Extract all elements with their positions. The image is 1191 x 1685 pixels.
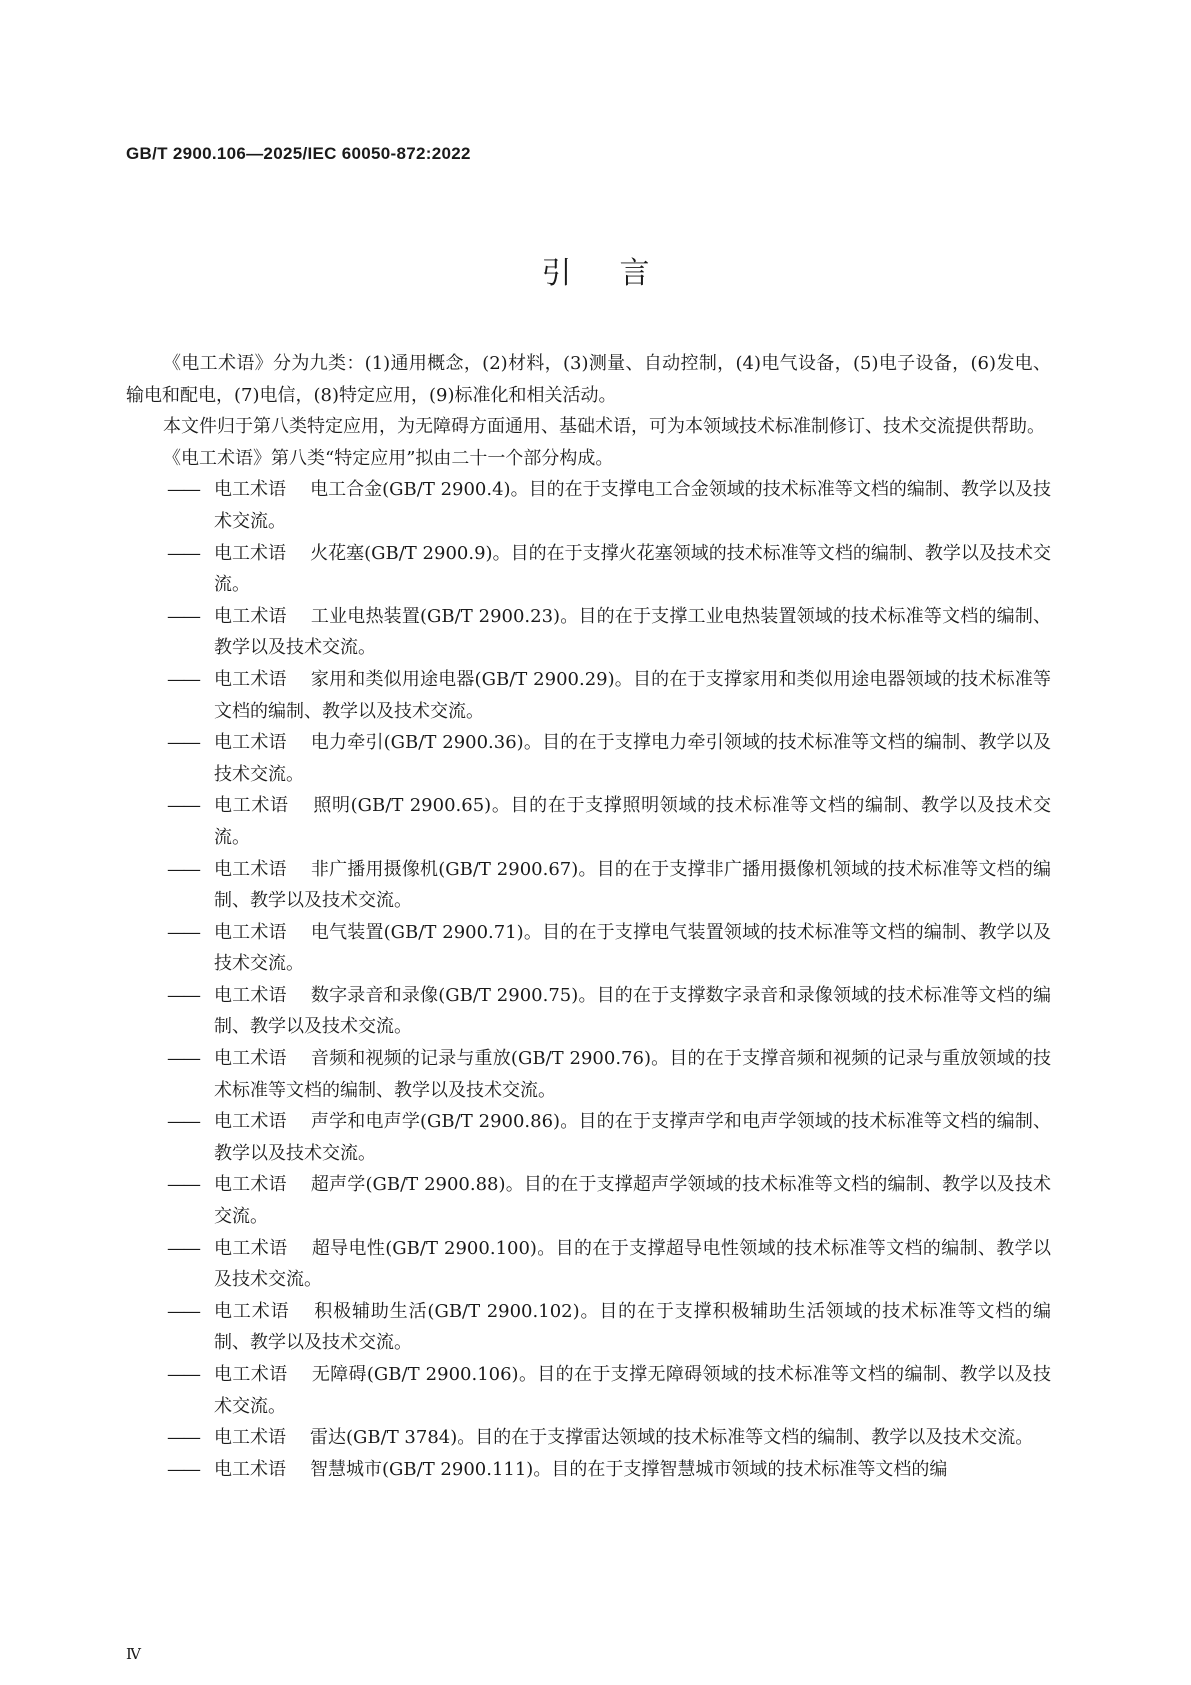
list-item bbox=[126, 474, 1051, 537]
list-dash: —— bbox=[167, 984, 199, 1006]
list-item bbox=[126, 854, 1051, 917]
list-item-prefix: 电工术语 bbox=[214, 1458, 286, 1480]
list-item-prefix: 电工术语 bbox=[214, 984, 287, 1006]
list-item-prefix: 电工术语 bbox=[214, 542, 287, 564]
list-item-text: 电气装置(GB/T 2900.71)。目的在于支撑电气装置领域的技术标准等文档的编制、教学以及技术交流。 bbox=[214, 921, 1052, 975]
list-item-text: 工业电热装置(GB/T 2900.23)。目的在于支撑工业电热装置领域的技术标准等文档的编制、教学以及技术交流。 bbox=[214, 605, 1052, 659]
list-dash: —— bbox=[167, 479, 199, 501]
list-dash: —— bbox=[167, 795, 199, 817]
list-dash: —— bbox=[167, 668, 199, 690]
list-item-text: 雷达(GB/T 3784)。目的在于支撑雷达领域的技术标准等文档的编制、教学以及技术交流。 bbox=[310, 1427, 1034, 1449]
list-item-prefix: 电工术语 bbox=[214, 1111, 287, 1133]
list-item bbox=[126, 1422, 1051, 1454]
standard-number-header: GB/T 2900.106—2025/IEC 60050-872:2022 bbox=[126, 144, 471, 163]
list-item bbox=[126, 1233, 1051, 1296]
list-dash: —— bbox=[167, 1174, 199, 1196]
paragraph-categories: 《电工术语》分为九类：(1)通用概念，(2)材料，(3)测量、自动控制，(4)电气设备，(5)电子设备，(6)发电、输电和配电，(7)电信，(8)特定应用，(9)标准化和相关活动。 bbox=[126, 353, 1051, 406]
list-item-text: 超声学(GB/T 2900.88)。目的在于支撑超声学领域的技术标准等文档的编制、教学以及技术交流。 bbox=[214, 1174, 1052, 1228]
list-item bbox=[126, 1359, 1051, 1422]
list-dash: —— bbox=[167, 605, 199, 627]
list-dash: —— bbox=[167, 1458, 199, 1480]
list-item-prefix: 电工术语 bbox=[214, 1237, 288, 1259]
list-item bbox=[126, 601, 1051, 664]
list-item bbox=[126, 980, 1051, 1043]
list-dash: —— bbox=[167, 542, 199, 564]
parts-list bbox=[126, 474, 1051, 1485]
list-item-text: 无障碍(GB/T 2900.106)。目的在于支撑无障碍领域的技术标准等文档的编制、教学以及技术交流。 bbox=[214, 1364, 1052, 1417]
list-dash: —— bbox=[167, 1048, 199, 1070]
list-item-prefix: 电工术语 bbox=[214, 668, 287, 690]
document-body bbox=[126, 348, 1051, 1485]
list-item-text: 音频和视频的记录与重放(GB/T 2900.76)。目的在于支撑音频和视频的记录与重放领域的技术标准等文档的编制、教学以及技术交流。 bbox=[214, 1048, 1052, 1101]
list-dash: —— bbox=[167, 921, 199, 943]
list-item-text: 电力牵引(GB/T 2900.36)。目的在于支撑电力牵引领域的技术标准等文档的编制、教学以及技术交流。 bbox=[214, 732, 1052, 785]
list-item-prefix: 电工术语 bbox=[214, 605, 287, 627]
list-dash: —— bbox=[167, 1300, 199, 1322]
list-dash: —— bbox=[167, 858, 199, 880]
list-item-text: 照明(GB/T 2900.65)。目的在于支撑照明领域的技术标准等文档的编制、教学以及技术交流。 bbox=[214, 795, 1052, 848]
page-title: 引言 bbox=[541, 256, 698, 291]
list-item-text: 智慧城市(GB/T 2900.111)。目的在于支撑智慧城市领域的技术标准等文档的编 bbox=[310, 1458, 948, 1480]
list-dash: —— bbox=[167, 1427, 199, 1449]
list-item-prefix: 电工术语 bbox=[214, 479, 287, 501]
list-item-prefix: 电工术语 bbox=[214, 795, 289, 817]
page-number: Ⅳ bbox=[126, 1645, 141, 1663]
list-item-text: 非广播用摄像机(GB/T 2900.67)。目的在于支撑非广播用摄像机领域的技术标准等文档的编制、教学以及技术交流。 bbox=[214, 858, 1052, 912]
list-item-prefix: 电工术语 bbox=[214, 1427, 286, 1449]
list-item bbox=[126, 1043, 1051, 1106]
list-item-prefix: 电工术语 bbox=[214, 1174, 287, 1196]
paragraph-composition: 《电工术语》第八类“特定应用”拟由二十一个部分构成。 bbox=[163, 447, 614, 469]
list-item bbox=[126, 664, 1051, 727]
list-item-text: 数字录音和录像(GB/T 2900.75)。目的在于支撑数字录音和录像领域的技术标准等文档的编制、教学以及技术交流。 bbox=[214, 984, 1052, 1038]
list-item-text: 超导电性(GB/T 2900.100)。目的在于支撑超导电性领域的技术标准等文档的编制、教学以及技术交流。 bbox=[214, 1237, 1052, 1291]
list-item bbox=[126, 1454, 1051, 1486]
list-item bbox=[126, 917, 1051, 980]
list-item-prefix: 电工术语 bbox=[214, 858, 287, 880]
list-item-prefix: 电工术语 bbox=[214, 1048, 287, 1070]
list-item-text: 积极辅助生活(GB/T 2900.102)。目的在于支撑积极辅助生活领域的技术标准等文档的编制、教学以及技术交流。 bbox=[214, 1300, 1052, 1354]
list-dash: —— bbox=[167, 732, 199, 754]
list-item-text: 声学和电声学(GB/T 2900.86)。目的在于支撑声学和电声学领域的技术标准等文档的编制、教学以及技术交流。 bbox=[214, 1111, 1052, 1164]
list-item bbox=[126, 1296, 1051, 1359]
list-item-prefix: 电工术语 bbox=[214, 1300, 290, 1322]
list-item bbox=[126, 790, 1051, 853]
list-item-text: 火花塞(GB/T 2900.9)。目的在于支撑火花塞领域的技术标准等文档的编制、教学以及技术交流。 bbox=[214, 542, 1051, 596]
list-item bbox=[126, 1106, 1051, 1169]
list-dash: —— bbox=[167, 1111, 199, 1133]
list-item bbox=[126, 538, 1051, 601]
list-dash: —— bbox=[167, 1364, 199, 1385]
list-item-text: 电工合金(GB/T 2900.4)。目的在于支撑电工合金领域的技术标准等文档的编制、教学以及技术交流。 bbox=[214, 479, 1051, 532]
list-item bbox=[126, 727, 1051, 790]
paragraph-scope: 本文件归于第八类特定应用，为无障碍方面通用、基础术语，可为本领域技术标准制修订、技术交流提供帮助。 bbox=[163, 416, 1045, 438]
list-item-prefix: 电工术语 bbox=[214, 921, 287, 943]
list-dash: —— bbox=[167, 1237, 199, 1259]
list-item-prefix: 电工术语 bbox=[214, 1364, 288, 1385]
list-item-text: 家用和类似用途电器(GB/T 2900.29)。目的在于支撑家用和类似用途电器领域的技术标准等文档的编制、教学以及技术交流。 bbox=[214, 668, 1052, 722]
list-item-prefix: 电工术语 bbox=[214, 732, 287, 754]
list-item bbox=[126, 1169, 1051, 1232]
